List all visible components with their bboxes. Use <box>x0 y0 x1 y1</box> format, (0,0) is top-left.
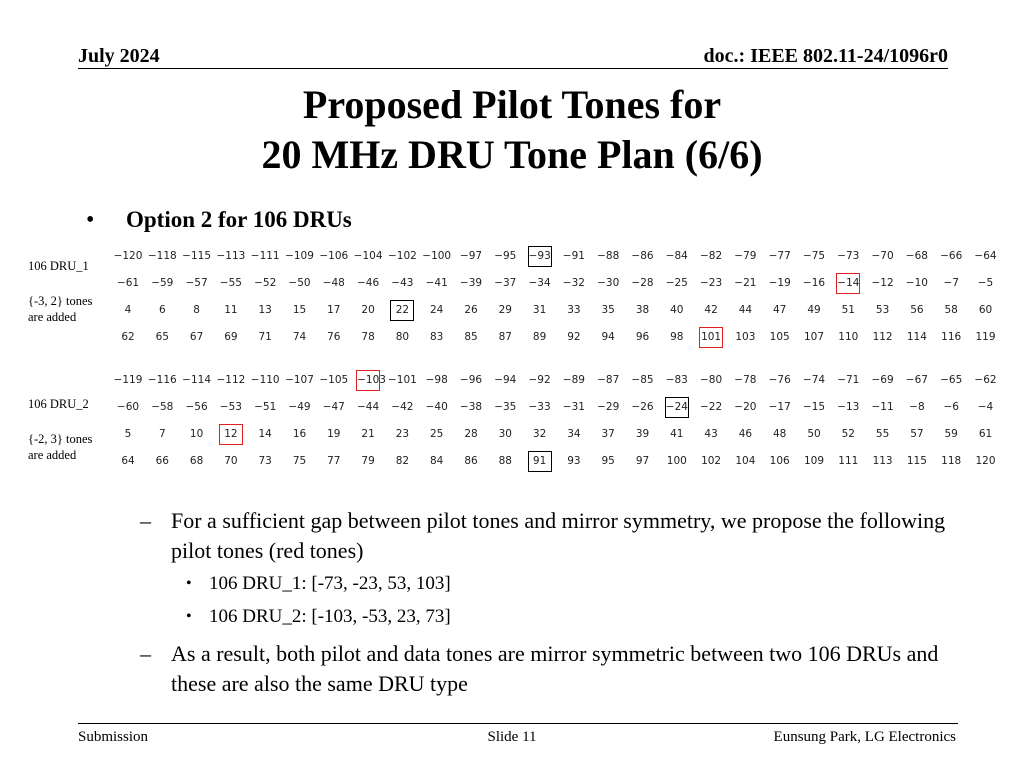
tone-cell: 58 <box>944 304 958 316</box>
tone-cell: −32 <box>562 277 585 289</box>
tone-cell: −113 <box>216 250 246 262</box>
sub-bullet-1-dash: – <box>140 508 151 533</box>
tone-cell: −119 <box>113 374 143 386</box>
tone-cell: −55 <box>219 277 242 289</box>
tone-cell: 109 <box>803 455 825 467</box>
tone-cell: −70 <box>871 250 894 262</box>
tone-cell: −109 <box>285 250 314 262</box>
tone-cell: 119 <box>975 331 996 343</box>
tone-cell: 31 <box>532 304 547 316</box>
tone-cell: 113 <box>872 455 893 467</box>
pilot-tone-cell: 12 <box>219 424 243 445</box>
footer-submission: Submission <box>78 729 149 745</box>
tone-cell: −85 <box>631 374 654 386</box>
tone-cell: 46 <box>738 428 753 440</box>
tone-cell: −33 <box>528 401 551 413</box>
pilot-item-2-text: 106 DRU_2: [-103, -53, 23, 73] <box>209 606 451 627</box>
tone-cell: −42 <box>391 401 414 413</box>
tone-cell: 43 <box>704 428 718 440</box>
tone-cell: −39 <box>459 277 483 289</box>
dru2-note <box>28 431 108 463</box>
tone-cell: 13 <box>258 304 272 316</box>
tone-cell: −8 <box>909 401 925 413</box>
tone-cell: 94 <box>601 331 615 343</box>
tone-cell: −105 <box>319 374 349 386</box>
tone-cell: 120 <box>975 455 996 467</box>
tone-cell: −106 <box>319 250 349 262</box>
tone-cell: 15 <box>292 304 307 316</box>
tone-cell: 73 <box>258 455 272 467</box>
tone-cell: 89 <box>532 331 547 343</box>
tone-cell: 98 <box>670 331 684 343</box>
dru1-tone-row <box>110 242 1002 269</box>
tone-cell: 42 <box>704 304 718 316</box>
tone-cell: −53 <box>219 401 242 413</box>
tone-cell: 71 <box>258 331 272 343</box>
tone-cell: 92 <box>567 331 581 343</box>
tone-cell: −104 <box>353 250 383 262</box>
tone-cell: 33 <box>567 304 581 316</box>
dru2-label: 106 DRU_2 <box>28 397 89 411</box>
dru1-note-line-1: {-3, 2} tones <box>28 294 93 308</box>
tone-cell: 26 <box>464 304 478 316</box>
tone-cell: 16 <box>292 428 307 440</box>
tone-cell: −61 <box>116 277 140 289</box>
tone-cell: 67 <box>189 331 204 343</box>
tone-cell: −75 <box>802 250 826 262</box>
tone-cell: 62 <box>121 331 135 343</box>
title-line-2: 20 MHz DRU Tone Plan (6/6) <box>261 132 763 177</box>
tone-cell: −83 <box>665 374 688 386</box>
tone-cell: −26 <box>631 401 654 413</box>
bullet-symbol: • <box>86 207 95 233</box>
tone-cell: −40 <box>425 401 448 413</box>
tone-cell: −65 <box>940 374 963 386</box>
tone-cell: −13 <box>837 401 860 413</box>
tone-cell: −46 <box>357 277 380 289</box>
tone-cell: 48 <box>773 428 787 440</box>
tone-cell: −82 <box>700 250 723 262</box>
tone-cell: 17 <box>327 304 341 316</box>
pilot-tone-cell: −103 <box>356 370 380 391</box>
tone-cell: −29 <box>597 401 620 413</box>
tone-cell: −107 <box>285 374 314 386</box>
tone-cell: −7 <box>943 277 959 289</box>
tone-cell: −67 <box>905 374 928 386</box>
tone-cell: 105 <box>769 331 790 343</box>
tone-cell: 83 <box>430 331 444 343</box>
tone-cell: 44 <box>738 304 753 316</box>
tone-cell: −71 <box>837 374 860 386</box>
pilot-item-1-text: 106 DRU_1: [-73, -23, 53, 103] <box>209 573 451 594</box>
footer-divider <box>78 723 958 724</box>
tone-cell: −15 <box>802 401 826 413</box>
tone-cell: 7 <box>158 428 166 440</box>
tone-cell: 61 <box>978 428 993 440</box>
boxed-tone-cell: 91 <box>528 451 552 472</box>
tone-cell: −17 <box>768 401 791 413</box>
tone-cell: −84 <box>665 250 688 262</box>
tone-cell: −52 <box>254 277 277 289</box>
tone-cell: −80 <box>700 374 723 386</box>
tone-cell: 10 <box>189 428 204 440</box>
tone-cell: 75 <box>292 455 307 467</box>
tone-cell: 57 <box>910 428 924 440</box>
tone-cell: 6 <box>158 304 166 316</box>
footer-slide-number: Slide 11 <box>487 729 537 745</box>
tone-cell: −12 <box>871 277 894 289</box>
tone-cell: 11 <box>224 304 238 316</box>
tone-cell: 70 <box>224 455 238 467</box>
dru1-tone-row <box>110 269 1002 296</box>
dru1-tone-row <box>110 296 1002 323</box>
pilot-item-1-dot: • <box>186 575 192 592</box>
tone-cell: 52 <box>841 428 855 440</box>
tone-cell: 20 <box>361 304 375 316</box>
tone-cell: −97 <box>459 250 483 262</box>
tone-cell: −88 <box>597 250 620 262</box>
tone-cell: 28 <box>464 428 478 440</box>
header-divider <box>78 68 948 69</box>
tone-cell: −94 <box>494 374 517 386</box>
tone-cell: −115 <box>182 250 212 262</box>
tone-cell: 24 <box>430 304 444 316</box>
tone-cell: 79 <box>361 455 375 467</box>
tone-cell: −5 <box>977 277 994 289</box>
header-date: July 2024 <box>78 45 160 67</box>
tone-cell: −16 <box>802 277 826 289</box>
tone-cell: 78 <box>361 331 375 343</box>
tone-cell: −77 <box>768 250 791 262</box>
dru2-tone-table <box>110 366 1002 474</box>
bullet-option-text: Option 2 for 106 DRUs <box>126 207 352 232</box>
tone-cell: −20 <box>734 401 757 413</box>
tone-cell: 110 <box>838 331 859 343</box>
tone-cell: −91 <box>562 250 585 262</box>
tone-cell: 107 <box>803 331 825 343</box>
tone-cell: 34 <box>567 428 581 440</box>
tone-cell: −28 <box>631 277 654 289</box>
sub-bullet-2-dash: – <box>140 641 151 666</box>
tone-cell: −120 <box>113 250 143 262</box>
tone-cell: 100 <box>666 455 687 467</box>
tone-cell: 30 <box>498 428 512 440</box>
tone-cell: −74 <box>802 374 826 386</box>
tone-cell: −101 <box>387 374 417 386</box>
tone-cell: −30 <box>597 277 620 289</box>
tone-cell: −51 <box>254 401 277 413</box>
tone-cell: −59 <box>151 277 174 289</box>
tone-cell: −76 <box>768 374 791 386</box>
tone-cell: 60 <box>978 304 993 316</box>
tone-cell: 65 <box>155 331 169 343</box>
tone-cell: 77 <box>327 455 341 467</box>
tone-cell: −114 <box>182 374 212 386</box>
dru2-note-line-2: are added <box>28 448 77 462</box>
tone-cell: −102 <box>387 250 417 262</box>
sub-bullet-2-text: As a result, both pilot and data tones are mirror symmetric between two 106 DRUs and these are also the same DRU type <box>171 641 939 696</box>
tone-cell: −38 <box>459 401 483 413</box>
tone-cell: 66 <box>155 455 169 467</box>
tone-cell: −92 <box>528 374 551 386</box>
tone-cell: −44 <box>357 401 380 413</box>
tone-cell: −66 <box>940 250 963 262</box>
tone-cell: −118 <box>147 250 177 262</box>
boxed-tone-cell: 22 <box>390 300 414 321</box>
tone-cell: 19 <box>327 428 341 440</box>
tone-cell: −41 <box>425 277 448 289</box>
tone-cell: 4 <box>124 304 132 316</box>
tone-cell: −89 <box>562 374 585 386</box>
tone-cell: 80 <box>395 331 410 343</box>
tone-cell: −57 <box>185 277 208 289</box>
dru2-tone-row <box>110 420 1002 447</box>
tone-cell: 38 <box>635 304 650 316</box>
tone-cell: 32 <box>532 428 547 440</box>
dru2-note-line-1: {-2, 3} tones <box>28 432 93 446</box>
tone-cell: −73 <box>837 250 860 262</box>
boxed-tone-cell: −93 <box>528 246 552 267</box>
tone-cell: 64 <box>121 455 135 467</box>
dru1-note <box>28 293 108 325</box>
tone-cell: 69 <box>224 331 238 343</box>
tone-cell: 95 <box>601 455 615 467</box>
tone-cell: −95 <box>494 250 517 262</box>
tone-cell: −35 <box>494 401 517 413</box>
tone-cell: −43 <box>391 277 414 289</box>
tone-cell: 88 <box>498 455 512 467</box>
tone-cell: 14 <box>258 428 272 440</box>
tone-cell: 102 <box>701 455 722 467</box>
tone-cell: 5 <box>124 428 132 440</box>
tone-cell: −56 <box>185 401 208 413</box>
tone-cell: 97 <box>635 455 650 467</box>
tone-cell: 47 <box>773 304 787 316</box>
tone-cell: −62 <box>974 374 997 386</box>
header-doc-number: doc.: IEEE 802.11-24/1096r0 <box>703 45 948 67</box>
tone-cell: −100 <box>422 250 452 262</box>
tone-cell: 50 <box>807 428 821 440</box>
tone-cell: 25 <box>430 428 444 440</box>
tone-cell: −111 <box>250 250 280 262</box>
tone-cell: 74 <box>292 331 307 343</box>
tone-cell: 82 <box>395 455 410 467</box>
tone-cell: −78 <box>734 374 757 386</box>
tone-cell: −58 <box>151 401 174 413</box>
tone-cell: 76 <box>327 331 341 343</box>
tone-cell: 51 <box>841 304 855 316</box>
tone-cell: −37 <box>494 277 517 289</box>
tone-cell: −19 <box>768 277 791 289</box>
tone-cell: 59 <box>944 428 958 440</box>
tone-cell: 114 <box>906 331 927 343</box>
tone-cell: 56 <box>910 304 924 316</box>
dru1-label: 106 DRU_1 <box>28 259 89 273</box>
tone-cell: −34 <box>528 277 551 289</box>
tone-cell: 85 <box>464 331 478 343</box>
dru1-tone-row <box>110 323 1002 350</box>
tone-cell: −21 <box>734 277 757 289</box>
tone-cell: 55 <box>875 428 890 440</box>
tone-cell: −60 <box>116 401 140 413</box>
tone-cell: 87 <box>498 331 512 343</box>
tone-cell: 8 <box>193 304 200 316</box>
tone-cell: 41 <box>670 428 684 440</box>
tone-cell: −11 <box>871 401 894 413</box>
tone-cell: −86 <box>631 250 654 262</box>
pilot-tone-cell: 101 <box>699 327 723 348</box>
tone-cell: −69 <box>871 374 894 386</box>
tone-cell: 96 <box>635 331 650 343</box>
tone-cell: −23 <box>700 277 723 289</box>
tone-cell: 35 <box>601 304 615 316</box>
tone-cell: 21 <box>361 428 375 440</box>
tone-cell: −25 <box>665 277 688 289</box>
tone-cell: −79 <box>734 250 757 262</box>
tone-cell: 93 <box>567 455 581 467</box>
tone-cell: 86 <box>464 455 478 467</box>
tone-cell: 53 <box>875 304 890 316</box>
dru2-tone-row <box>110 393 1002 420</box>
dru1-note-line-2: are added <box>28 310 77 324</box>
tone-cell: −10 <box>905 277 928 289</box>
tone-cell: 116 <box>941 331 962 343</box>
title-line-1: Proposed Pilot Tones for <box>302 82 722 127</box>
tone-cell: 23 <box>395 428 410 440</box>
pilot-item-2-dot: • <box>186 608 192 625</box>
dru2-tone-row <box>110 447 1002 474</box>
tone-cell: −50 <box>288 277 311 289</box>
dru2-tone-row <box>110 366 1002 393</box>
dru1-tone-table <box>110 242 1002 350</box>
sub-bullet-1-text: For a sufficient gap between pilot tones and mirror symmetry, we propose the following pilot tones (red tones) <box>171 508 946 563</box>
tone-cell: −112 <box>216 374 246 386</box>
tone-cell: 49 <box>807 304 821 316</box>
tone-cell: −4 <box>977 401 994 413</box>
tone-cell: −48 <box>322 277 345 289</box>
tone-cell: 29 <box>498 304 512 316</box>
slide-title <box>0 80 1024 180</box>
tone-cell: 118 <box>941 455 962 467</box>
boxed-tone-cell: −24 <box>665 397 689 418</box>
tone-cell: −22 <box>700 401 723 413</box>
footer-author: Eunsung Park, LG Electronics <box>773 729 956 745</box>
tone-cell: 115 <box>906 455 927 467</box>
tone-cell: −6 <box>943 401 959 413</box>
tone-cell: 112 <box>872 331 893 343</box>
tone-cell: −98 <box>425 374 448 386</box>
tone-cell: −64 <box>974 250 997 262</box>
tone-cell: 104 <box>735 455 756 467</box>
tone-cell: −96 <box>459 374 483 386</box>
pilot-tone-cell: −14 <box>836 273 860 294</box>
tone-cell: 103 <box>735 331 756 343</box>
tone-cell: 111 <box>838 455 859 467</box>
tone-cell: −68 <box>905 250 928 262</box>
tone-cell: −49 <box>288 401 311 413</box>
tone-cell: 39 <box>635 428 650 440</box>
tone-cell: 37 <box>601 428 615 440</box>
tone-cell: −87 <box>597 374 620 386</box>
tone-cell: 40 <box>670 304 684 316</box>
tone-cell: 106 <box>769 455 790 467</box>
tone-cell: −47 <box>322 401 345 413</box>
tone-cell: −116 <box>147 374 177 386</box>
tone-cell: −110 <box>250 374 280 386</box>
tone-cell: 84 <box>430 455 444 467</box>
tone-cell: −31 <box>562 401 585 413</box>
tone-cell: 68 <box>189 455 204 467</box>
